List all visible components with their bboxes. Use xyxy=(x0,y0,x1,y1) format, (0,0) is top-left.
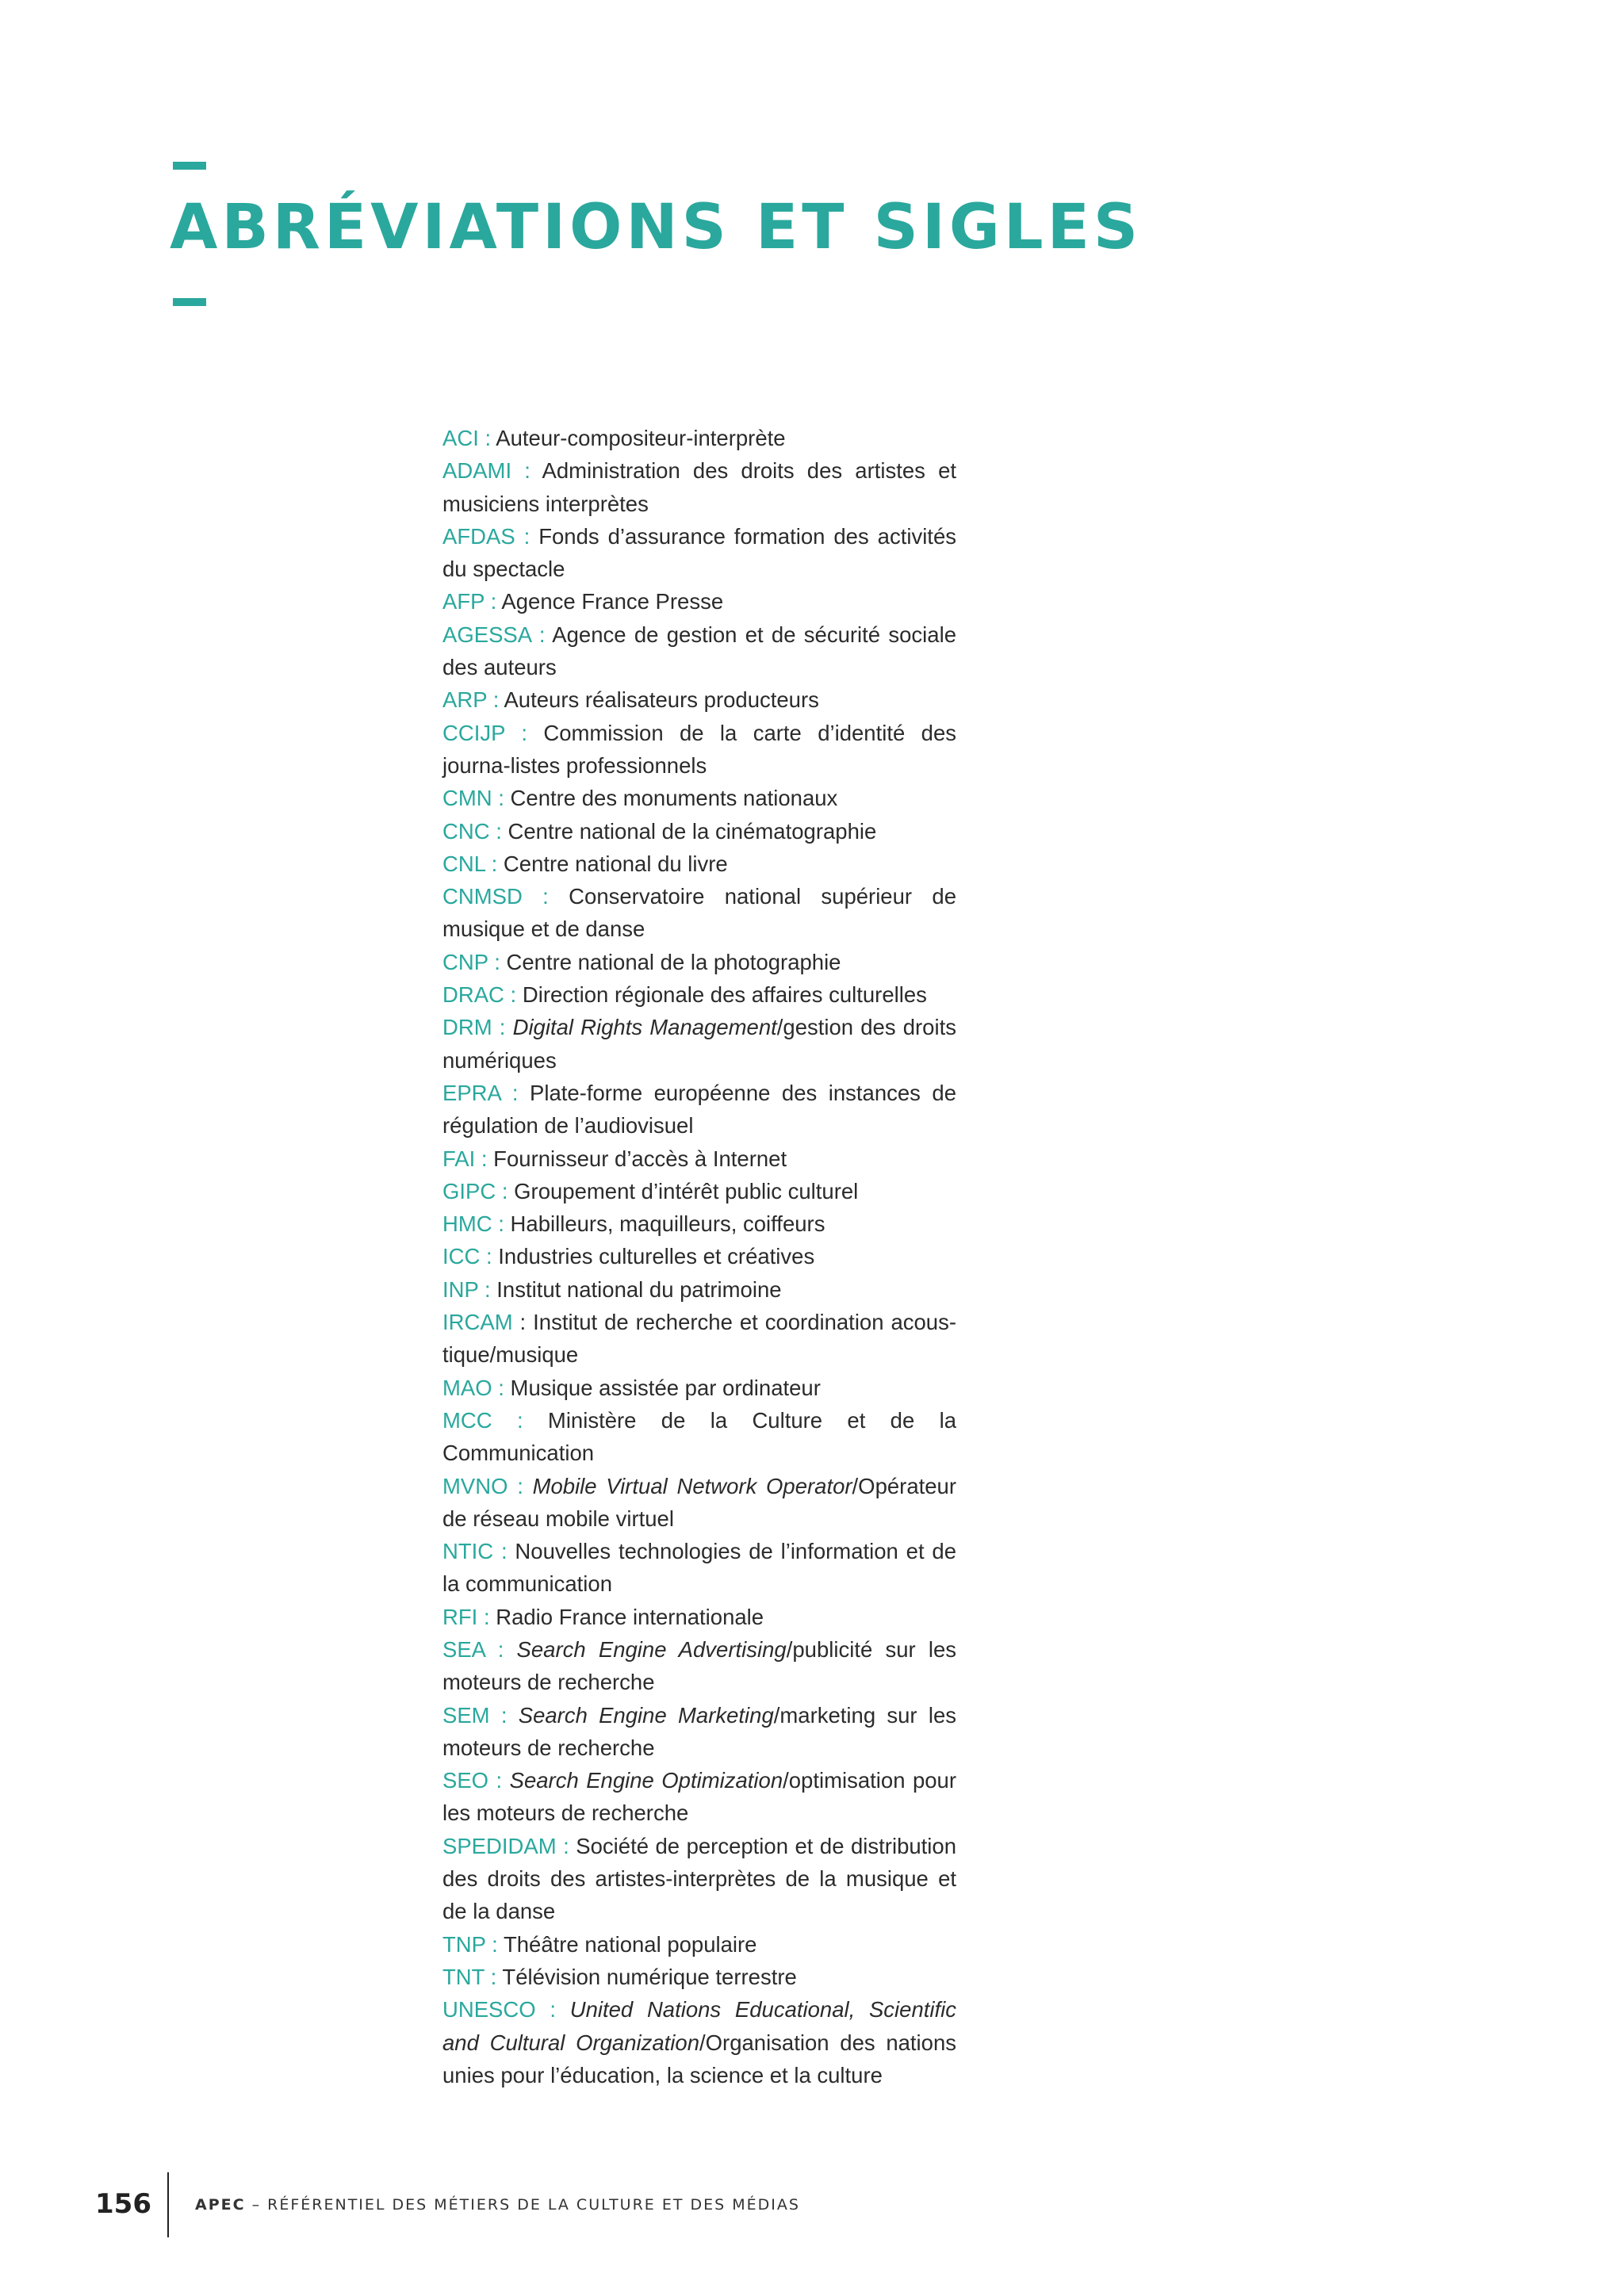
definition-italic: Mobile Virtual Network Operator xyxy=(532,1473,852,1498)
abbreviation-entry xyxy=(442,422,956,454)
page-number: 156 xyxy=(95,2188,151,2220)
abbreviation-term: SEM : xyxy=(442,1702,508,1728)
abbreviation-term: UNESCO : xyxy=(442,1997,557,2022)
abbreviation-entry xyxy=(442,946,956,978)
definition-text: Auteur-compositeur-interprète xyxy=(491,426,786,450)
abbreviation-term: AFP : xyxy=(442,589,497,614)
abbreviation-term: MCC : xyxy=(442,1407,523,1433)
definition-text: /gestion des droits numériques xyxy=(442,1015,956,1073)
abbreviation-entry xyxy=(442,1207,956,1240)
definition-text: Groupement d’intérêt public culturel xyxy=(508,1178,859,1203)
abbreviation-entry xyxy=(442,978,956,1011)
abbreviation-term: AFDAS : xyxy=(442,523,530,549)
abbreviation-entry xyxy=(442,1928,956,1961)
abbreviation-term: CNL : xyxy=(442,851,498,876)
abbreviation-entry xyxy=(442,1011,956,1077)
definition-text: /optimisation pour les moteurs de recherche xyxy=(442,1768,956,1826)
definition-text: /publicité sur les moteurs de recherche xyxy=(442,1636,956,1695)
definition-text: Ministère de la Culture et de la Communication xyxy=(442,1407,956,1466)
definition-text: Radio France internationale xyxy=(489,1604,764,1629)
abbreviation-term: CNC : xyxy=(442,818,502,844)
definition-text: Conservatoire national supérieur de musique et de danse xyxy=(442,884,956,942)
abbreviation-term: ACI : xyxy=(442,426,492,450)
abbreviation-entry xyxy=(442,1830,956,1928)
abbreviation-term: DRM : xyxy=(442,1015,506,1040)
abbreviation-term: DRAC : xyxy=(442,982,517,1008)
definition-text: : Institut de recherche et coordination acous-tique/musique xyxy=(442,1310,956,1368)
page-title: ABRÉVIATIONS ET SIGLES xyxy=(170,192,1143,263)
abbreviation-term: TNT : xyxy=(442,1964,497,1989)
abbreviation-entry xyxy=(442,1142,956,1175)
abbreviation-entry xyxy=(442,1699,956,1765)
abbreviation-entry xyxy=(442,1470,956,1536)
definition-text xyxy=(523,1474,533,1498)
abbreviation-entry xyxy=(442,1993,956,2091)
abbreviation-term: ARP : xyxy=(442,687,500,713)
definition-text xyxy=(504,1637,516,1662)
title-accent-top xyxy=(173,162,206,170)
abbreviation-entry xyxy=(442,1535,956,1601)
definition-text xyxy=(502,1768,509,1793)
definition-italic: Digital Rights Management xyxy=(512,1015,777,1040)
abbreviation-term: GIPC : xyxy=(442,1178,508,1203)
abbreviation-term: CNP : xyxy=(442,949,500,974)
footer-divider xyxy=(167,2172,169,2237)
abbreviation-entry xyxy=(442,717,956,783)
definition-text: /marketing sur les moteurs de recherche xyxy=(442,1702,956,1760)
abbreviation-list xyxy=(442,422,956,2091)
abbreviation-entry xyxy=(442,683,956,716)
abbreviation-term: CNMSD : xyxy=(442,884,549,909)
abbreviation-term: TNP : xyxy=(442,1931,498,1957)
definition-text: Télévision numérique terrestre xyxy=(496,1964,797,1989)
abbreviation-entry xyxy=(442,782,956,814)
abbreviation-entry xyxy=(442,1764,956,1830)
definition-italic: Search Engine Marketing xyxy=(518,1702,774,1728)
abbreviation-entry xyxy=(442,520,956,586)
abbreviation-entry xyxy=(442,618,956,684)
abbreviation-entry xyxy=(442,1961,956,1993)
abbreviation-entry xyxy=(442,1306,956,1372)
abbreviation-entry xyxy=(442,1175,956,1207)
abbreviation-entry xyxy=(442,880,956,946)
abbreviation-entry xyxy=(442,1633,956,1699)
abbreviation-entry xyxy=(442,1240,956,1272)
definition-text: Théâtre national populaire xyxy=(497,1931,757,1957)
abbreviation-entry xyxy=(442,1273,956,1306)
definition-text xyxy=(556,1997,570,2022)
definition-text: Administration des droits des artistes et musiciens interprètes xyxy=(442,458,957,516)
abbreviation-term: INP : xyxy=(442,1276,491,1302)
abbreviation-entry xyxy=(442,815,956,848)
abbreviation-term: SEO : xyxy=(442,1768,503,1793)
definition-italic: United Nations Educational, Scientific and Cultural Organization xyxy=(442,1997,957,2055)
abbreviation-term: RFI : xyxy=(442,1604,490,1629)
abbreviation-term: NTIC : xyxy=(442,1539,508,1564)
title-accent-bottom xyxy=(173,298,206,306)
definition-text: Fournisseur d’accès à Internet xyxy=(487,1146,787,1171)
abbreviation-entry xyxy=(442,454,956,520)
definition-text: Direction régionale des affaires culturelles xyxy=(516,982,927,1008)
definition-text: Industries culturelles et créatives xyxy=(492,1244,815,1269)
abbreviation-term: AGESSA : xyxy=(442,622,546,647)
abbreviation-entry xyxy=(442,1601,956,1633)
definition-text: Agence France Presse xyxy=(496,589,724,614)
footer-title: – RÉFÉRENTIEL DES MÉTIERS DE LA CULTURE ET DES MÉDIAS xyxy=(245,2196,800,2214)
abbreviation-term: CCIJP : xyxy=(442,720,527,745)
abbreviation-entry xyxy=(442,848,956,880)
definition-text xyxy=(505,1015,512,1039)
definition-text: Musique assistée par ordinateur xyxy=(504,1375,821,1400)
abbreviation-entry xyxy=(442,1404,956,1470)
definition-text: Centre national de la photographie xyxy=(500,949,841,974)
abbreviation-term: SPEDIDAM : xyxy=(442,1833,569,1858)
definition-text: Agence de gestion et de sécurité sociale des auteurs xyxy=(442,622,956,680)
definition-text: Centre des monuments nationaux xyxy=(504,786,838,811)
definition-text: Auteurs réalisateurs producteurs xyxy=(499,687,819,713)
abbreviation-term: ADAMI : xyxy=(442,458,530,484)
definition-text: Habilleurs, maquilleurs, coiffeurs xyxy=(504,1211,825,1237)
abbreviation-term: MVNO : xyxy=(442,1473,523,1498)
abbreviation-term: ICC : xyxy=(442,1244,492,1269)
definition-text: Nouvelles technologies de l’information et de la communication xyxy=(442,1539,956,1597)
definition-text: Centre national de la cinématographie xyxy=(501,818,877,844)
abbreviation-entry xyxy=(442,1077,956,1142)
definition-text: Société de perception et de distribution des droits des artistes-interprètes de la musique et de la danse xyxy=(442,1833,957,1924)
footer-brand: APEC xyxy=(195,2196,246,2214)
definition-text: /Opérateur de réseau mobile virtuel xyxy=(442,1473,957,1531)
definition-italic: Search Engine Optimization xyxy=(509,1768,783,1793)
abbreviation-term: IRCAM xyxy=(442,1310,513,1335)
abbreviation-term: CMN : xyxy=(442,786,504,811)
definition-text xyxy=(507,1703,518,1728)
abbreviation-term: EPRA : xyxy=(442,1080,519,1105)
definition-text: Commission de la carte d’identité des journa-listes professionnels xyxy=(442,720,956,778)
definition-italic: Search Engine Advertising xyxy=(516,1636,787,1662)
footer-running-title xyxy=(195,2193,800,2217)
definition-text: Fonds d’assurance formation des activités du spectacle xyxy=(442,523,956,582)
abbreviation-term: SEA : xyxy=(442,1636,504,1662)
abbreviation-term: MAO : xyxy=(442,1375,504,1400)
abbreviation-term: HMC : xyxy=(442,1211,504,1237)
definition-text: Institut national du patrimoine xyxy=(490,1276,782,1302)
definition-text: Plate-forme européenne des instances de régulation de l’audiovisuel xyxy=(442,1080,956,1138)
definition-text: Centre national du livre xyxy=(497,851,728,876)
definition-text: /Organisation des nations unies pour l’éducation, la science et la culture xyxy=(442,2030,956,2087)
abbreviation-term: FAI : xyxy=(442,1146,488,1171)
abbreviation-entry xyxy=(442,1372,956,1404)
abbreviation-entry xyxy=(442,585,956,618)
